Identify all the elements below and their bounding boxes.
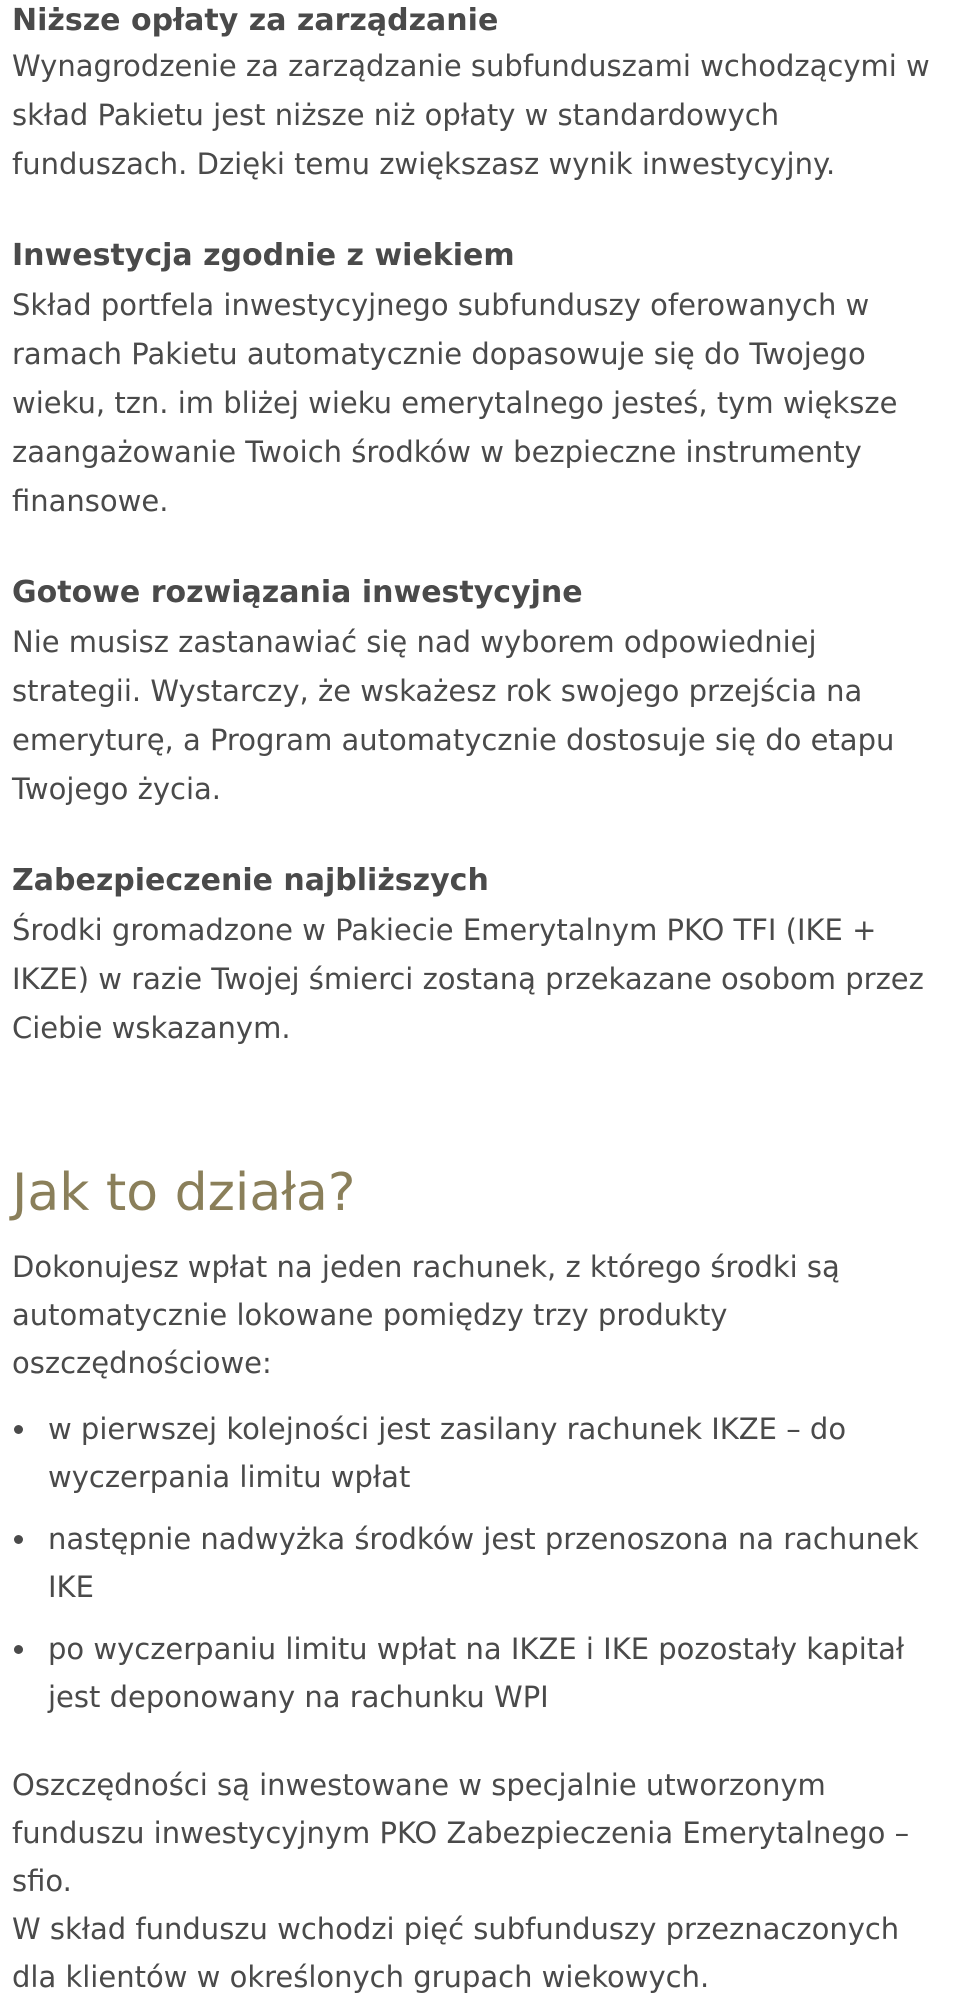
section-age-investment <box>12 231 948 526</box>
section-body: Skład portfela inwestycyjnego subfunduszy oferowanych w ramach Pakietu automatycznie dopasowuje się do Twojego wieku, tzn. im bliżej wieku emerytalnego jesteś, tym większe zaangażowanie Twoich środków w bezpieczne instrumenty finansowe. <box>12 288 898 518</box>
list-item <box>12 1625 948 1721</box>
list-item-text: po wyczerpaniu limitu wpłat na IKZE i IKE pozostały kapitał jest deponowany na rachunku WPI <box>48 1632 905 1714</box>
how-it-works-intro: Dokonujesz wpłat na jeden rachunek, z którego środki są automatycznie lokowane pomiędzy trzy produkty oszczędnościowe: <box>12 1250 840 1380</box>
section-heading: Gotowe rozwiązania inwestycyjne <box>12 575 583 610</box>
how-it-works-list <box>12 1405 948 1721</box>
outro-fund-text: Oszczędności są inwestowane w specjalnie utworzonym funduszu inwestycyjnym PKO Zabezpieczenia Emerytalnego – sfio. <box>12 1768 910 1898</box>
bullet-icon <box>14 1535 23 1544</box>
section-heading: Niższe opłaty za zarządzanie <box>12 3 499 38</box>
how-it-works-title: Jak to działa? <box>12 1163 356 1223</box>
section-heading: Inwestycja zgodnie z wiekiem <box>12 238 515 273</box>
section-body: Nie musisz zastanawiać się nad wyborem odpowiedniej strategii. Wystarczy, że wskażesz rok swojego przejścia na emeryturę, a Program automatycznie dostosuje się do etapu Twojego życia. <box>12 625 895 806</box>
section-ready-solutions <box>12 568 948 814</box>
list-item-text: w pierwszej kolejności jest zasilany rachunek IKZE – do wyczerpania limitu wpłat <box>48 1412 847 1494</box>
list-item-text: następnie nadwyżka środków jest przenoszona na rachunek IKE <box>48 1522 919 1604</box>
section-protection <box>12 856 948 1053</box>
list-item <box>12 1405 948 1501</box>
list-item <box>12 1515 948 1611</box>
outro-subfunds-text: W skład funduszu wchodzi pięć subfunduszy przeznaczonych dla klientów w określonych grupach wiekowych. <box>12 1912 900 1994</box>
section-lower-fees <box>12 0 948 189</box>
section-heading: Zabezpieczenie najbliższych <box>12 863 489 898</box>
section-body: Wynagrodzenie za zarządzanie subfunduszami wchodzącymi w skład Pakietu jest niższe niż opłaty w standardowych funduszach. Dzięki temu zwiększasz wynik inwestycyjny. <box>12 49 930 181</box>
how-it-works-outro <box>12 1761 948 2001</box>
bullet-icon <box>14 1425 23 1434</box>
section-body: Środki gromadzone w Pakiecie Emerytalnym PKO TFI (IKE + IKZE) w razie Twojej śmierci zostaną przekazane osobom przez Ciebie wskazanym. <box>12 913 924 1045</box>
bullet-icon <box>14 1645 23 1654</box>
